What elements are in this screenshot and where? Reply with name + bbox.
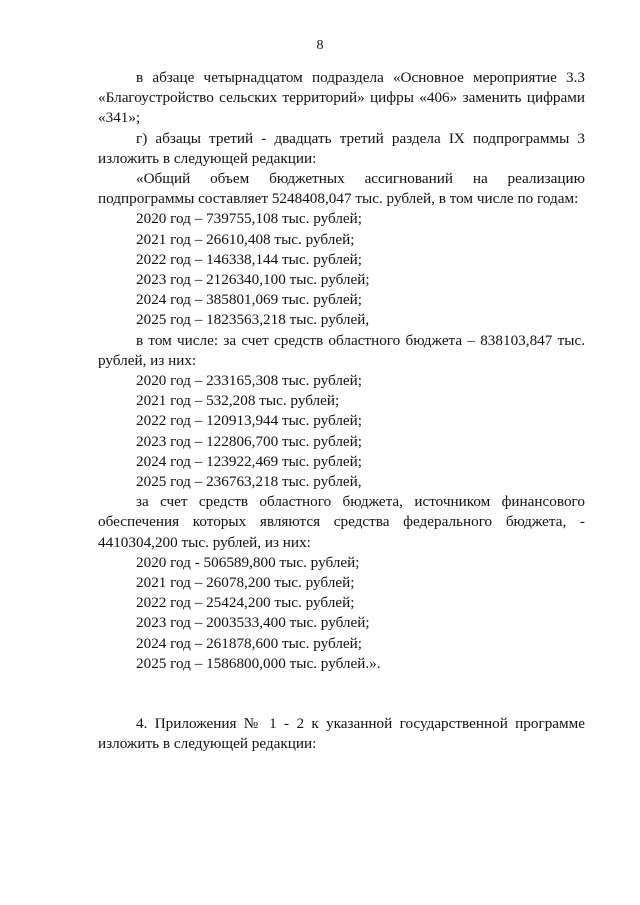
- paragraph-appendices: 4. Приложения № 1 - 2 к указанной государственной программе изложить в следующей редакции:: [98, 715, 585, 753]
- document-body: [98, 68, 585, 755]
- paragraph-total-budget: «Общий объем бюджетных ассигнований на реализацию подпрограммы составляет 5248408,047 тыс. рублей, в том числе по годам:: [98, 170, 585, 208]
- year-line: 2020 год – 233165,308 тыс. рублей;: [136, 372, 363, 390]
- year-line: 2020 год – 739755,108 тыс. рублей;: [136, 210, 363, 228]
- year-line: 2023 год – 2003533,400 тыс. рублей;: [136, 614, 370, 632]
- year-line: 2022 год – 25424,200 тыс. рублей;: [136, 594, 355, 612]
- year-line: 2021 год – 26078,200 тыс. рублей;: [136, 574, 355, 592]
- paragraph-federal-budget: за счет средств областного бюджета, источником финансового обеспечения которых являются средства федерального бюджета, - 4410304,200 тыс. рублей, из них:: [98, 493, 585, 551]
- federal-years-list: [98, 553, 585, 674]
- year-line: 2021 год – 26610,408 тыс. рублей;: [136, 230, 355, 248]
- year-line: 2024 год – 123922,469 тыс. рублей;: [136, 452, 363, 470]
- year-line: 2025 год – 1823563,218 тыс. рублей,: [136, 311, 370, 329]
- paragraph-gap: [98, 674, 585, 694]
- paragraph-regional-budget: в том числе: за счет средств областного бюджета – 838103,847 тыс. рублей, из них:: [98, 331, 585, 369]
- year-line: 2025 год – 236763,218 тыс. рублей,: [136, 473, 362, 491]
- year-line: 2020 год - 506589,800 тыс. рублей;: [136, 553, 360, 571]
- paragraph-section-ix: г) абзацы третий - двадцать третий раздела IX подпрограммы 3 изложить в следующей редакции:: [98, 129, 585, 167]
- total-years-list: [98, 209, 585, 330]
- year-line: 2024 год – 385801,069 тыс. рублей;: [136, 291, 363, 309]
- year-line: 2022 год – 120913,944 тыс. рублей;: [136, 412, 363, 430]
- page-number: 8: [316, 38, 324, 53]
- year-line: 2023 год – 2126340,100 тыс. рублей;: [136, 271, 370, 289]
- paragraph-subsection-edit: в абзаце четырнадцатом подраздела «Основное мероприятие 3.3 «Благоустройство сельских территорий» цифры «406» заменить цифрами «341»;: [98, 69, 585, 127]
- year-line: 2024 год – 261878,600 тыс. рублей;: [136, 634, 363, 652]
- year-line: 2021 год – 532,208 тыс. рублей;: [136, 392, 340, 410]
- year-line: 2023 год – 122806,700 тыс. рублей;: [136, 432, 363, 450]
- regional-years-list: [98, 371, 585, 492]
- year-line: 2022 год – 146338,144 тыс. рублей;: [136, 250, 363, 268]
- paragraph-gap: [98, 694, 585, 714]
- year-line: 2025 год – 1586800,000 тыс. рублей.».: [136, 654, 381, 672]
